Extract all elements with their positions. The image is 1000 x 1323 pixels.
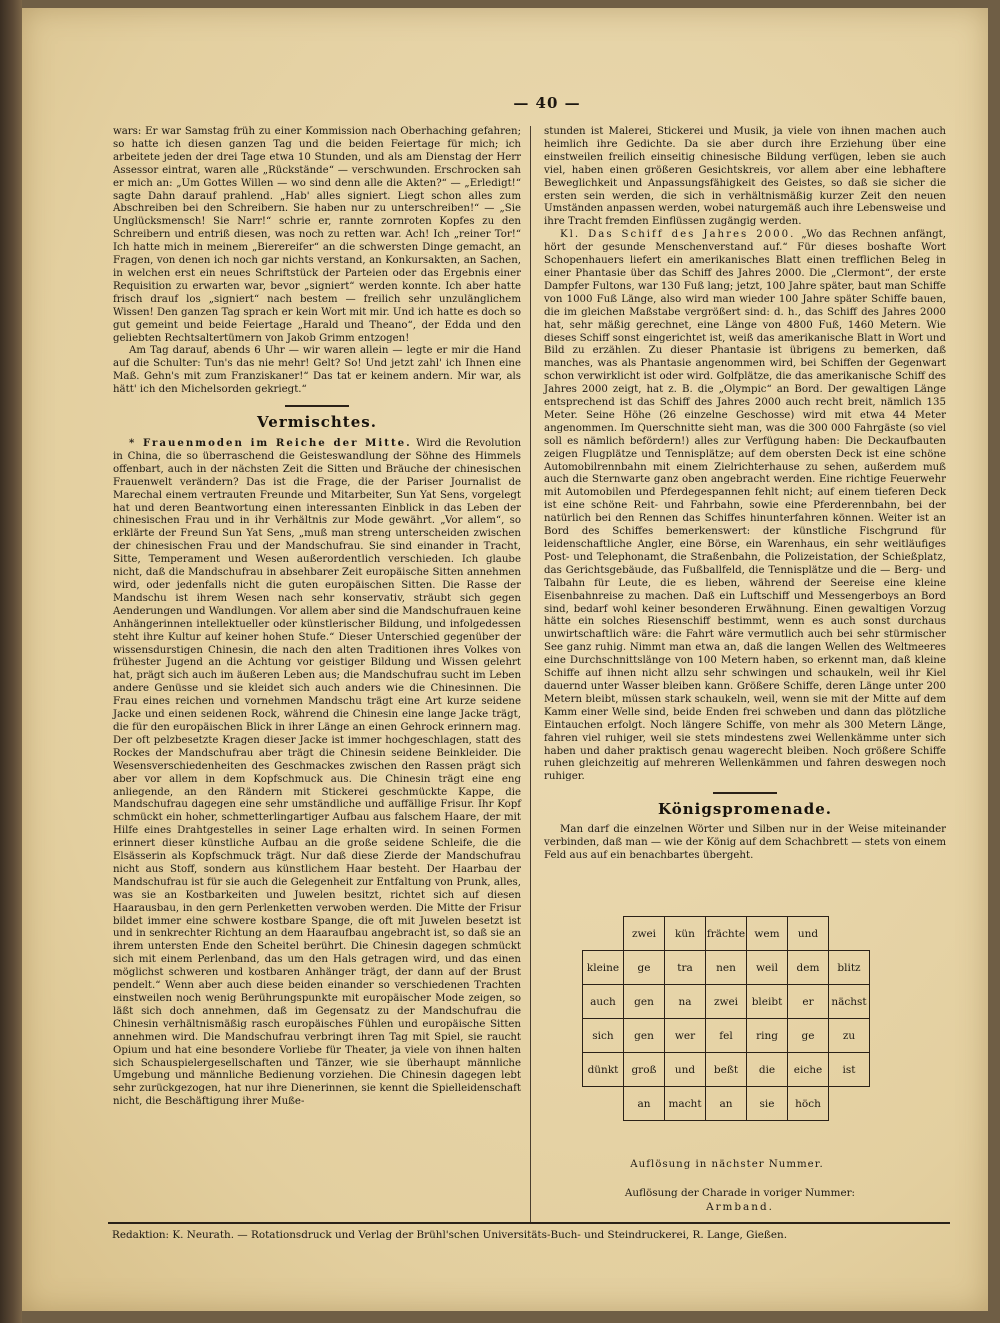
puzzle-cell: fel	[706, 1019, 747, 1053]
puzzle-cell: ge	[788, 1019, 829, 1053]
puzzle-cell: ge	[624, 951, 665, 985]
puzzle-cell: gen	[624, 985, 665, 1019]
article-text: Wird die Revolution in China, die so überraschend die Geisteswandlung der Söhne des Himmels offenbart, auch in der nächsten Zeit die Sitten und Bräuche der chinesischen Frauenwelt verändern? Das ist die Frage, die der Pariser Journalist de Marechal einem vertrauten Freunde und Mitarbeiter, Sun Yat Sens, vorgelegt hat und deren Beantwortung einen interessanten Einblick in das Leben der chinesischen Frau und in ihr Verhältnis zur Mode gewährt. „Vor allem“, so erklärte der Freund Sun Yat Sens, „muß man streng unterscheiden zwischen der chinesischen Frau und der Mandschufrau. Sie sind einander in Tracht, Sitte, Temperament und Wesen außerordentlich verschieden. Ich glaube nicht, daß die Mandschufrau in absehbarer Zeit europäische Sitten annehmen wird, oder jedenfalls nicht die guten europäischen Sitten. Die Rasse der Mandschu ist ihrem Wesen nach sehr konservativ, sträubt sich gegen Aenderungen und Wandlungen. Vor allem aber sind die Mandschufrauen keine Anhängerinnen intellektueller oder künstlerischer Bildung, und infolgedessen steht ihre Kultur auf keiner hohen Stufe.“ Dieser Unterschied gegenüber der wissensdurstigen Chinesin, die nach den alten Traditionen ihres Volkes von frühester Jugend an die Achtung vor geistiger Bildung und Wissen gelehrt hat, prägt sich auch im äußeren Leben aus; die Mandschufrau sucht im Leben andere Genüsse und sie kleidet sich auch anders wie die Chinesinnen. Die Frau eines reichen und vornehmen Mandschu trägt eine Art kurze seidene Jacke und einen seidenen Rock, während die Chinesin eine lange Jacke trägt, die für den europäischen Blick in ihrer Länge an einen Gehrock erinnern mag. Der oft pelzbesetzte Kragen dieser Jacke ist immer hochgeschlagen, statt des Rockes der Mandschufrau aber trägt die Chinesin seidene Beinkleider. Die Wesensverschiedenheiten des Geschmackes zwischen den Rassen prägt sich aber vor allem in dem Kopfschmuck aus. Die Chinesin trägt eine eng anliegende, an den Rändern mit Stickerei geschmückte Kappe, die Mandschufrau dagegen eine sehr umständliche und auffällige Frisur. Ihr Kopf schmückt ein hoher, schmetterlingartiger Aufbau aus falschem Haare, der mit Hilfe eines Drahtgestelles in seiner Lage erhalten wird. In seinen Formen erinnert dieser künstliche Aufbau an die große seidene Schleife, die die Elsässerin als Kopfschmuck trägt. Nur daß diese Zierde der Mandschufrau nicht aus Stoff, sondern aus künstlichem Haar besteht. Der Haarbau der Mandschufrau ist für sie auch die Gelegenheit zur Entfaltung von Prunk, alles, was sie an Kostbarkeiten und Juwelen besitzt, richtet sich auf diesen Haarausbau, in den gern Perlenketten verwoben werden. Die Mitte der Frisur bildet immer eine schwere kostbare Spange, die oft mit Juwelen besetzt ist und in senkrechter Richtung an dem Haaraufbau angebracht ist, so daß sie an ihrem untersten Ende den Scheitel berührt. Die Chinesin dagegen schmückt sich mit einem Perlenband, das um den Hals getragen wird, und das einen möglichst schweren und kostbaren Anhänger trägt, der dann auf der Brust pendelt.“ Wenn aber auch diese beiden einander so verschiedenen Trachten einstweilen noch wenig Berührungspunkte mit europäischer Mode zeigen, so läßt sich doch annehmen, daß im Gegensatz zu der Mandschufrau die Chinesin verhältnismäßig rasch europäisches Fühlen und europäische Sitten annehmen wird. Die Mandschufrau verbringt ihren Tag mit Spiel, sie raucht Opium und hat eine besondere Vorliebe für Theater, ja viele von ihnen halten sich Schauspielergesellschaften und Tänzer, wie sie überhaupt männliche Umgebung und männliche Bedienung vorziehen. Die Chinesin dagegen lebt sehr zurückgezogen, hat nur ihre Dienerinnen, sie kennt die Spielleidenschaft nicht, die Beschäftigung ihrer Muße-	[113, 438, 522, 1108]
puzzle-cell	[583, 917, 624, 951]
puzzle-heading: Königspromenade.	[658, 800, 832, 819]
puzzle-cell: dünkt	[583, 1053, 624, 1087]
puzzle-cell: ist	[829, 1053, 870, 1087]
puzzle-cell: zwei	[624, 917, 665, 951]
ship-article	[544, 229, 946, 784]
puzzle-cell: beßt	[706, 1053, 747, 1087]
puzzle-cell: nächst	[829, 985, 870, 1019]
puzzle-cell: na	[665, 985, 706, 1019]
puzzle-row	[583, 1019, 870, 1053]
puzzle-cell: weil	[747, 951, 788, 985]
puzzle-row	[583, 1087, 870, 1121]
puzzle-cell: groß	[624, 1053, 665, 1087]
puzzle-cell: frächte	[706, 917, 747, 951]
story-paragraph: Am Tag darauf, abends 6 Uhr — wir waren allein — legte er mir die Hand auf die Schulter: Tun's das nie mehr! Gelt? So! Und jetzt zahl' ich Ihnen eine Maß. Gehn's mit zum Franziskaner!“ Das tat er keinem andern. Mir war, als hätt' ich den Michelsorden gekriegt.“	[113, 345, 521, 396]
puzzle-divider	[713, 792, 777, 794]
puzzle-cell: kleine	[583, 951, 624, 985]
right-column	[544, 126, 946, 863]
puzzle-row	[583, 951, 870, 985]
puzzle-cell: die	[747, 1053, 788, 1087]
puzzle-cell: eiche	[788, 1053, 829, 1087]
puzzle-cell: tra	[665, 951, 706, 985]
puzzle-cell: und	[788, 917, 829, 951]
puzzle-cell: an	[624, 1087, 665, 1121]
puzzle-cell: zu	[829, 1019, 870, 1053]
puzzle-cell: nen	[706, 951, 747, 985]
story-paragraph: wars: Er war Samstag früh zu einer Kommission nach Oberhaching gefahren; so hatte ich diesen ganzen Tag und die beiden Feiertage für mich; ich arbeitete jeden der drei Tage etwa 10 Stunden, und als am Dienstag der Herr Assessor eintrat, waren alle „Rückstände“ — verschwunden. Erschrocken sah er mich an: „Um Gottes Willen — wo sind denn alle die Akten?“ — „Erledigt!“ sagte Dahn darauf prahlend. „Hab' alles signiert. Liegt schon alles zum Abschreiben bei den Schreibern. Sie haben nur zu unterschreiben!“ — „Sie Unglücksmensch! Sie Narr!“ schrie er, rannte zornroten Kopfes zu den Schreibern und entriß diesen, was noch zu retten war. Ach! Ich „reiner Tor!“ Ich hatte mich in meinem „Bierereifer“ an die schwersten Dinge gemacht, an Fragen, von denen ich noch gar nichts verstand, an Konkursakten, an Sachen, in welchen erst ein neues Schriftstück der Parteien oder das Ergebnis einer Requisition zu erwarten war, bevor „signiert“ werden konnte. Ich aber hatte frisch drauf los „signiert“ nach bestem — freilich sehr unzulänglichem Wissen! Den ganzen Tag sprach er kein Wort mit mir. Und ich hatte es doch so gut gemeint und beide Feiertage „Harald und Theano“, der Edda und den geliebten Rechtsaltertümern von Jakob Grimm entzogen!	[113, 126, 521, 344]
puzzle-cell: wem	[747, 917, 788, 951]
puzzle-row	[583, 917, 870, 951]
puzzle-row	[583, 1053, 870, 1087]
puzzle-cell: blitz	[829, 951, 870, 985]
puzzle-grid-wrap	[582, 916, 882, 1121]
ship-text: „Wo das Rechnen anfängt, hört der gesunde Menschenverstand auf.“ Für dieses boshafte Wort Schopenhauers liefert ein amerikanisches Blatt einen trefflichen Beleg in einer Phantasie über das Schiff des Jahres 2000. Die „Clermont“, der erste Dampfer Fultons, war 130 Fuß lang; jetzt, 100 Jahre später, baut man Schiffe von 1000 Fuß Länge, also wird man wieder 100 Jahre später Schiffe bauen, die im gleichen Maßstabe vergrößert sind: d. h., das Schiff des Jahres 2000 hat, sehr mäßig gerechnet, eine Länge von 4800 Fuß, 1460 Metern. Wie dieses Schiff sonst eingerichtet ist, weiß das amerikanische Blatt in Wort und Bild zu erzählen. Zu dieser Phantasie ist übrigens zu bemerken, daß manches, was als Phantasie angenommen wird, bei Schiffen der Gegenwart schon verwirklicht ist oder wird. Golfplätze, die das amerikanische Schiff des Jahres 2000 zeigt, hat z. B. die „Olympic“ an Bord. Der gewaltigen Länge entsprechend ist das Schiff des Jahres 2000 auch recht breit, nämlich 135 Meter. Seine Höhe (26 einzelne Geschosse) wird mit etwa 44 Meter angenommen. Im Querschnitte sieht man, was die 300 000 Fahrgäste (so viel soll es nämlich befördern!) alles zur Verfügung haben: Die Deckaufbauten zeigen Flugplätze und Tennisplätze; auf dem obersten Deck ist eine schöne Automobilrennbahn mit einem Zielrichterhause zu sehen, außerdem muß auch die Sternwarte ganz oben angebracht werden. Eine richtige Feuerwehr mit Automobilen und Pferdegespannen fehlt nicht; auf einem tieferen Deck ist eine schöne Reit- und Fahrbahn, sowie eine Pferderennbahn, bei der natürlich bei den Rennen das Schiffes hinunterfahren können. Weiter ist an Bord des Schiffes bemerkenswert: der künstliche Fischgrund für leidenschaftliche Angler, eine Börse, ein Warenhaus, ein sehr weitläufiges Post- und Telephonamt, die Straßenbahn, die Polizeistation, der Schießplatz, das Gerichtsgebäude, das Fußballfeld, die Tennisplätze und die — Berg- und Talbahn für Leute, die es lieben, während der Seereise eine kleine Eisenbahnreise zu machen. Daß ein Luftschiff und Messengerboys an Bord sind, bedarf wohl keiner besonderen Erwähnung. Einen gewaltigen Vorzug hätte ein solches Riesenschiff bestimmt, wenn es auch sonst durchaus unwirtschaftlich wäre: die Fahrt wäre vermutlich auch bei sehr stürmischer See ganz ruhig. Nimmt man etwa an, daß die langen Wellen des Weltmeeres eine Durchschnittslänge von 100 Metern haben, so erkennt man, daß kleine Schiffe auf ihnen nicht allzu sehr schwingen und schaukeln, weil ihr Kiel dauernd unter Wasser bleiben kann. Größere Schiffe, deren Länge unter 200 Metern bleibt, müssen stark schaukeln, weil, wenn sie mit der Mitte auf dem Kamm einer Welle sind, beide Enden frei schweben und dann das plötzliche Eintauchen erfolgt. Noch längere Schiffe, von mehr als 300 Metern Länge, fahren viel ruhiger, weil sie stets mindestens zwei Wellenkämme unter sich haben und daher praktisch genau wagerecht bleiben. Noch größere Schiffe ruhen gleichzeitig auf mehreren Wellenkämmen und fahren deswegen noch ruhiger.	[544, 229, 946, 783]
puzzle-cell: sich	[583, 1019, 624, 1053]
book-binding	[0, 0, 22, 1323]
puzzle-cell: kün	[665, 917, 706, 951]
article-title: * Frauenmoden im Reiche der Mitte.	[129, 437, 412, 450]
puzzle-cell: zwei	[706, 985, 747, 1019]
solution-title: Auflösung der Charade in voriger Nummer:	[624, 1187, 856, 1199]
puzzle-cell	[583, 1087, 624, 1121]
puzzle-cell: wer	[665, 1019, 706, 1053]
footer-rule	[108, 1222, 950, 1224]
section-heading: Vermischtes.	[257, 413, 377, 432]
left-column	[113, 126, 521, 1109]
article-paragraph	[113, 437, 521, 1109]
charade-solution	[590, 1186, 890, 1214]
puzzle-cell: auch	[583, 985, 624, 1019]
puzzle-cell: und	[665, 1053, 706, 1087]
puzzle-caption: Auflösung in nächster Nummer.	[630, 1159, 824, 1170]
puzzle-intro: Man darf die einzelnen Wörter und Silben nur in der Weise miteinander verbinden, daß man — wie der König auf dem Schachbrett — stets von einem Feld aus auf ein benachbartes übergeht.	[544, 824, 946, 862]
puzzle-cell: bleibt	[747, 985, 788, 1019]
puzzle-cell: an	[706, 1087, 747, 1121]
puzzle-cell	[829, 1087, 870, 1121]
puzzle-cell: er	[788, 985, 829, 1019]
puzzle-cell: höch	[788, 1087, 829, 1121]
puzzle-cell	[829, 917, 870, 951]
page-number: — 40 —	[513, 94, 581, 112]
puzzle-cell: gen	[624, 1019, 665, 1053]
section-divider	[285, 405, 349, 407]
puzzle-cell: ring	[747, 1019, 788, 1053]
column-divider	[530, 126, 531, 1224]
footer-imprint: Redaktion: K. Neurath. — Rotationsdruck und Verlag der Brühl'schen Universitäts-Buch- und Steindruckerei, R. Lange, Gießen.	[112, 1229, 788, 1241]
puzzle-cell: dem	[788, 951, 829, 985]
puzzle-grid	[582, 916, 870, 1121]
solution-answer: Armband.	[706, 1201, 774, 1213]
puzzle-row	[583, 985, 870, 1019]
puzzle-cell: sie	[747, 1087, 788, 1121]
ship-title: Kl. Das Schiff des Jahres 2000.	[560, 229, 796, 241]
article-continuation: stunden ist Malerei, Stickerei und Musik, ja viele von ihnen machen auch heimlich ihre Gedichte. Da sie aber durch ihre Erziehung über eine einstweilen freilich einseitig chinesische Bildung verfügen, leben sie auch viel, haben einen größeren Gesichtskreis, vor allem aber eine lebhaftere Beweglichkeit und Anpassungsfähigkeit des Geistes, so daß sie sicher die ersten sein werden, die sich in verhältnismäßig kurzer Zeit den neuen Umständen anpassen werden, wobei naturgemäß auch ihre Lebensweise und ihre Tracht fremden Einflüssen zugängig werden.	[544, 126, 946, 228]
puzzle-cell: macht	[665, 1087, 706, 1121]
